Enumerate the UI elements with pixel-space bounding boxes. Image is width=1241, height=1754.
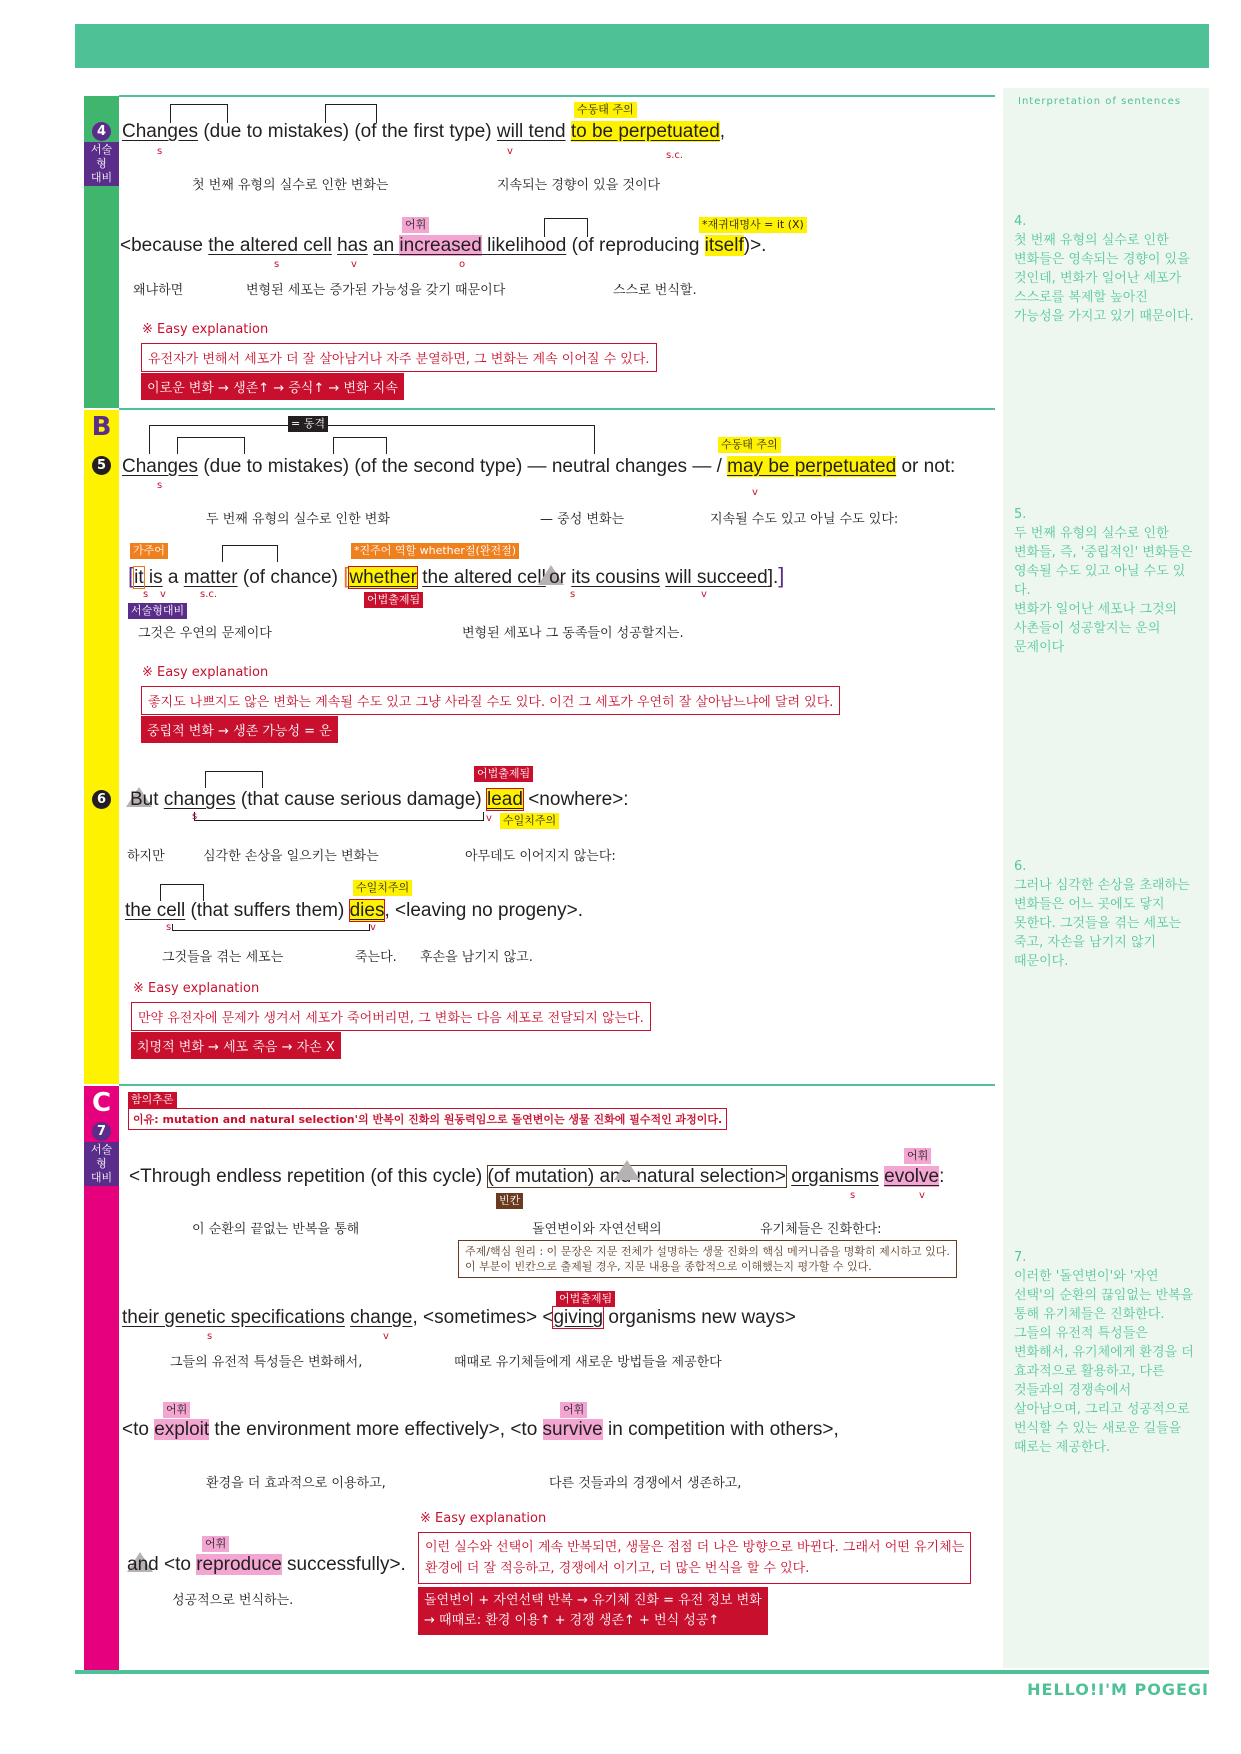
panel-title: Interpretation of sentences bbox=[1018, 96, 1182, 107]
implied-meaning-box: 이유: mutation and natural selection'의 반복이 진화의 원동력임으로 돌연변이는 생물 진화에 필수적인 과정이다. bbox=[128, 1108, 727, 1130]
vocab-word: survive bbox=[542, 1419, 603, 1440]
translation: 성공적으로 번식하는. bbox=[172, 1593, 294, 1608]
text: organisms new ways> bbox=[603, 1307, 796, 1328]
vocab-tag: 어휘 bbox=[560, 1402, 587, 1418]
label-s: s bbox=[157, 480, 163, 491]
text: successfully>. bbox=[281, 1554, 406, 1575]
colon: : bbox=[939, 1166, 945, 1187]
subject: Changes bbox=[122, 121, 199, 142]
translation: 죽는다. bbox=[355, 950, 397, 965]
text: , <leaving no progeny>. bbox=[384, 900, 584, 921]
translation: 변형된 세포는 증가된 가능성을 갖기 때문이다 bbox=[246, 283, 506, 298]
sentence-4-line-2 bbox=[120, 235, 766, 257]
subject: the altered cell bbox=[422, 567, 546, 588]
label-sc: s.c. bbox=[666, 150, 684, 161]
modifier-arrow bbox=[160, 884, 204, 901]
real-subject-tag: *진주어 역할 whether절(완전절) bbox=[351, 543, 519, 559]
verb: is bbox=[143, 567, 163, 588]
label-v: v bbox=[919, 1190, 925, 1201]
essay-prep-tag: 서술형대비 bbox=[128, 603, 187, 619]
divider bbox=[119, 95, 995, 97]
easy-explanation-summary: 중립적 변화 → 생존 가능성 = 운 bbox=[141, 716, 338, 743]
section-letter-b: B bbox=[91, 412, 112, 442]
vocab-word: reproduce bbox=[196, 1554, 282, 1575]
vocab-tag: 어휘 bbox=[904, 1148, 931, 1164]
easy-explanation-summary: 이로운 변화 → 생존↑ → 증식↑ → 변화 지속 bbox=[141, 373, 404, 400]
agreement-tag: 수일치주의 bbox=[353, 880, 412, 896]
subject: the altered cell bbox=[208, 235, 332, 256]
bracket: [ bbox=[343, 563, 350, 588]
translation: 지속될 수도 있고 아닐 수도 있다: bbox=[710, 512, 899, 527]
verb: dies bbox=[349, 900, 385, 921]
grammar-tag: 어법출제됨 bbox=[474, 766, 533, 782]
interpretation-6: 6. 그러나 심각한 손상을 초래하는 변화들은 어느 곳에도 닿지 못한다. 그것들을 겪는 세포는 죽고, 자손을 남기지 않기 때문이다. bbox=[1014, 859, 1190, 969]
sentence-4-line-1 bbox=[122, 121, 725, 143]
agreement-tag: 수일치주의 bbox=[500, 813, 559, 829]
grammar-word: whether bbox=[349, 567, 417, 588]
grammar-word: giving bbox=[553, 1307, 604, 1328]
vocab-word: increased bbox=[399, 235, 482, 256]
verb: will succeed bbox=[665, 567, 768, 588]
text: a bbox=[162, 567, 184, 588]
text: <to bbox=[122, 1419, 155, 1440]
label-v: v bbox=[351, 259, 357, 270]
blank-tag: 빈칸 bbox=[496, 1193, 523, 1209]
verb: change bbox=[350, 1307, 413, 1328]
easy-explanation-summary: 돌연변이 + 자연선택 반복 → 유기체 진화 = 유전 정보 변화 → 때때로: 환경 이용↑ + 경쟁 생존↑ + 번식 성공↑ bbox=[418, 1587, 768, 1635]
reflexive-word: itself bbox=[704, 235, 744, 256]
easy-explanation-box: 유전자가 변해서 세포가 더 잘 살아남거나 자주 분열하면, 그 변화는 계속 이어질 수 있다. bbox=[141, 343, 657, 372]
blank-phrase: (of mutation) and natural selection> bbox=[487, 1166, 786, 1187]
label-v: v bbox=[752, 487, 758, 498]
passive-tag: 수동태 주의 bbox=[574, 102, 637, 118]
translation: 심각한 손상을 일으키는 변화는 bbox=[203, 849, 379, 864]
text: ]. bbox=[767, 567, 779, 588]
translation: 왜냐하면 bbox=[133, 283, 184, 298]
translation: 그들의 유전적 특성들은 변화해서, bbox=[170, 1355, 363, 1370]
triangle-mark bbox=[614, 1160, 640, 1180]
subject: changes bbox=[163, 789, 236, 810]
vocab-tag: 어휘 bbox=[163, 1402, 190, 1418]
text: <nowhere>: bbox=[522, 789, 629, 810]
text: <because bbox=[120, 235, 209, 256]
translation: 아무데도 이어지지 않는다: bbox=[465, 849, 616, 864]
verb: evolve bbox=[884, 1166, 940, 1187]
translation: 스스로 번식할. bbox=[613, 283, 697, 298]
modifier-arrow bbox=[222, 545, 278, 562]
sentence-5-line-2 bbox=[128, 563, 784, 589]
easy-explanation-title: ※ Easy explanation bbox=[420, 1511, 547, 1526]
label-s: s bbox=[143, 589, 149, 600]
label-s: s bbox=[207, 1331, 213, 1342]
translation: 첫 번째 유형의 실수로 인한 변화는 bbox=[192, 178, 389, 193]
text: (that suffers them) bbox=[185, 900, 350, 921]
translation: 때때로 유기체들에게 새로운 방법들을 제공한다 bbox=[454, 1355, 722, 1370]
easy-explanation-summary: 치명적 변화 → 세포 죽음 → 자손 X bbox=[131, 1032, 341, 1059]
grammar-tag: 어법출제됨 bbox=[556, 1291, 615, 1307]
sentence-5-line-1 bbox=[122, 456, 955, 478]
text: (due to mistakes) (of the first type) bbox=[198, 121, 497, 142]
interpretation-7: 7. 이러한 '돌연변이'와 '자연 선택'의 순환의 끊임없는 반복을 통해 유기체들은 진화한다. 그들의 유전적 특성들은 변화해서, 유기체에게 환경을 더 효과적으로 활용하고, 다른 것들과의 경쟁속에서 살아남으며, 그리고 성공적으로 번식할 수 있는 새로운 길들을 때로는 제공한다. bbox=[1014, 1250, 1194, 1455]
section-letter-c: C bbox=[91, 1088, 112, 1118]
text: or not: bbox=[896, 456, 956, 477]
translation: 후손을 남기지 않고. bbox=[420, 950, 533, 965]
translation: 두 번째 유형의 실수로 인한 변화 bbox=[206, 512, 390, 527]
translation: 그것들을 겪는 세포는 bbox=[162, 950, 284, 965]
text: or bbox=[543, 567, 572, 588]
grammar-tag: 어법출제됨 bbox=[364, 592, 423, 608]
agreement-line bbox=[172, 924, 370, 931]
label-s: s bbox=[192, 811, 198, 822]
text: (due to mistakes) (of the second type) — neutral changes — / bbox=[198, 456, 728, 477]
label-sc: s.c. bbox=[200, 589, 218, 600]
text: in competition with others>, bbox=[602, 1419, 839, 1440]
vocab-tag: 어휘 bbox=[202, 1536, 229, 1552]
bracket: ] bbox=[778, 563, 785, 588]
subject: Changes bbox=[122, 456, 199, 477]
dummy-subject-tag: 가주어 bbox=[130, 543, 168, 559]
divider bbox=[119, 408, 995, 410]
verb: will tend bbox=[496, 121, 566, 142]
sentence-number: 4 bbox=[92, 122, 111, 141]
brand-footer: HELLO!I'M POGEGI bbox=[1027, 1680, 1209, 1699]
appositive-tag: = 동격 bbox=[288, 416, 328, 432]
text: <Through endless repetition (of this cycle) bbox=[129, 1166, 488, 1187]
sentence-number: 5 bbox=[92, 456, 111, 475]
translation: 돌연변이와 자연선택의 bbox=[532, 1222, 662, 1237]
interpretation-4: 4. 첫 번째 유형의 실수로 인한 변화들은 영속되는 경향이 있을 것인데, 변화가 일어난 세포가 스스로를 복제할 높아진 가능성을 가지고 있기 때문이다. bbox=[1014, 214, 1194, 324]
label-v: v bbox=[160, 589, 166, 600]
label-v: v bbox=[486, 813, 492, 824]
translation: 환경을 더 효과적으로 이용하고, bbox=[206, 1476, 386, 1491]
divider bbox=[119, 1084, 995, 1086]
text: (of chance) bbox=[237, 567, 344, 588]
translation: 하지만 bbox=[127, 849, 165, 864]
modifier-arrow bbox=[177, 437, 245, 454]
object bbox=[373, 235, 566, 256]
label-s: s bbox=[274, 259, 280, 270]
label-v: v bbox=[383, 1331, 389, 1342]
verb: lead bbox=[487, 789, 523, 810]
easy-explanation-box: 이런 실수와 선택이 계속 반복되면, 생물은 점점 더 나은 방향으로 바뀐다. 그래서 어떤 유기체는 환경에 더 잘 적응하고, 경쟁에서 이기고, 더 많은 번식을 할 수 있다. bbox=[418, 1532, 971, 1584]
modifier-arrow bbox=[333, 437, 387, 454]
bottom-rule bbox=[75, 1670, 1209, 1674]
label-s: s bbox=[166, 922, 172, 933]
subject: the cell bbox=[125, 900, 186, 921]
sidebar-section-b bbox=[84, 410, 119, 1084]
easy-explanation-box: 좋지도 나쁘지도 않은 변화는 계속될 수도 있고 그냥 사라질 수도 있다. 이건 그 세포가 우연히 잘 살아남느냐에 달려 있다. bbox=[141, 686, 840, 715]
label-v: v bbox=[507, 146, 513, 157]
sentence-6-line-2 bbox=[125, 900, 583, 922]
translation: — 중성 변화는 bbox=[540, 512, 625, 527]
subject: their genetic specifications bbox=[122, 1307, 345, 1328]
sentence-6-line-1 bbox=[126, 787, 629, 811]
essay-prep-tag: 서술형 대비 bbox=[84, 142, 119, 186]
label-s: s bbox=[850, 1190, 856, 1201]
text: , <sometimes> < bbox=[412, 1307, 554, 1328]
agreement-line bbox=[194, 812, 484, 821]
translation: 이 순환의 끝없는 반복을 통해 bbox=[192, 1222, 360, 1237]
key-principle-note: 주제/핵심 원리 : 이 문장은 지문 전체가 설명하는 생물 진화의 핵심 메커니즘을 명확히 제시하고 있다. 이 부분이 빈칸으로 출제될 경우, 지문 내용을 종합적으로 이해했는지 평가할 수 있다. bbox=[458, 1240, 957, 1278]
sentence-7-line-3 bbox=[122, 1419, 839, 1441]
easy-explanation-box: 만약 유전자에 문제가 생겨서 세포가 죽어버리면, 그 변화는 다음 세포로 전달되지 않는다. bbox=[131, 1002, 651, 1031]
text: )>. bbox=[743, 235, 767, 256]
bracket: [ bbox=[128, 563, 135, 588]
easy-explanation-title: ※ Easy explanation bbox=[133, 981, 260, 996]
subject: organisms bbox=[791, 1166, 879, 1187]
vocab-tag: 어휘 bbox=[402, 217, 429, 233]
interpretation-5: 5. 두 번째 유형의 실수로 인한 변화들, 즉, '중립적인' 변화들은 영속될 수도 있고 아닐 수도 있다. 변화가 일어난 세포나 그것의 사촌들이 성공할지는 운의 문제이다 bbox=[1014, 507, 1193, 655]
conjunction: But bbox=[130, 789, 164, 810]
complement: matter bbox=[183, 567, 238, 588]
reflexive-tag: *재귀대명사 = it (X) bbox=[699, 217, 807, 233]
vocab-word: exploit bbox=[154, 1419, 210, 1440]
sentence-7-line-1 bbox=[129, 1166, 944, 1188]
easy-explanation-title: ※ Easy explanation bbox=[142, 322, 269, 337]
verb: has bbox=[337, 235, 368, 256]
sentence-7-line-4 bbox=[127, 1552, 406, 1576]
dummy-subject: it bbox=[134, 567, 144, 588]
complement: to be perpetuated bbox=[570, 121, 720, 142]
text: (of reproducing bbox=[566, 235, 705, 256]
translation: 유기체들은 진화한다: bbox=[760, 1222, 882, 1237]
text: (that cause serious damage) bbox=[235, 789, 488, 810]
implied-meaning-tag: 함의추론 bbox=[128, 1092, 177, 1108]
passive-tag: 수동태 주의 bbox=[718, 437, 781, 453]
text: likelihood bbox=[481, 235, 567, 256]
sentence-number: 6 bbox=[92, 790, 111, 809]
text: <to bbox=[158, 1554, 197, 1575]
comma: , bbox=[719, 121, 726, 142]
text: the environment more effectively>, <to bbox=[209, 1419, 543, 1440]
text: an bbox=[373, 235, 395, 256]
top-banner bbox=[75, 24, 1209, 68]
modifier-arrow bbox=[205, 771, 263, 788]
verb: may be perpetuated bbox=[727, 456, 897, 477]
label-v: v bbox=[701, 589, 707, 600]
essay-prep-tag: 서술형 대비 bbox=[84, 1142, 119, 1186]
subject: its cousins bbox=[571, 567, 660, 588]
sentence-number: 7 bbox=[92, 1122, 111, 1141]
label-s: s bbox=[570, 589, 576, 600]
translation: 변형된 세포나 그 동족들이 성공할지는. bbox=[462, 626, 684, 641]
label-v: v bbox=[370, 922, 376, 933]
label-s: s bbox=[157, 146, 163, 157]
translation: 지속되는 경향이 있을 것이다 bbox=[497, 178, 661, 193]
easy-explanation-title: ※ Easy explanation bbox=[142, 665, 269, 680]
sentence-7-line-2 bbox=[122, 1307, 796, 1329]
conjunction: and bbox=[127, 1554, 159, 1575]
label-o: o bbox=[459, 259, 466, 270]
translation: 다른 것들과의 경쟁에서 생존하고, bbox=[549, 1476, 742, 1491]
translation: 그것은 우연의 문제이다 bbox=[138, 626, 272, 641]
